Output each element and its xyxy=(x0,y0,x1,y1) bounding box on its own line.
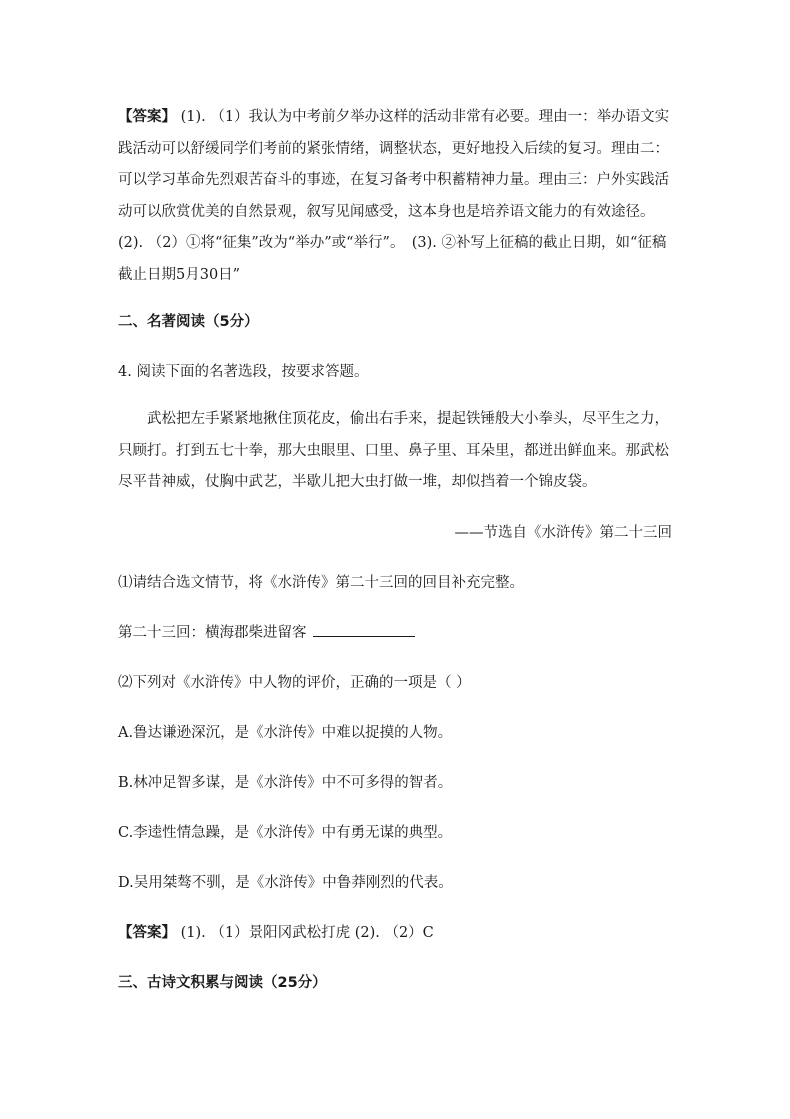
answer-text: (1). （1）景阳冈武松打虎 (2). （2）C xyxy=(176,925,434,941)
answer-block-2 xyxy=(118,921,672,942)
answer-label: 【答案】 xyxy=(118,924,176,941)
sub-question-1: ⑴请结合选文情节，将《水浒传》第二十三回的回目补充完整。 xyxy=(118,575,524,591)
answer-text: (1). （1）我认为中考前夕举办这样的活动非常有必要。理由一：举办语文实践活动可以舒缓同学们考前的紧张情绪，调整状态，更好地投入后续的复习。理由二：可以学习革命先烈艰苦奋斗的事迹，在复习备考中积蓄精神力量。理由三：户外实践活动可以欣赏优美的自然景观，叙写见闻感受，这本身也是培养语文能力的有效途径。 (2). （2）①将“征集”改为“举办”或“举行”。 (3). ②补写上征稿的截止日期，如“征稿截止日期5月30日” xyxy=(118,109,677,283)
passage-text: 武松把左手紧紧地揪住顶花皮，偷出右手来，提起铁锤般大小拳头，尽平生之力，只顾打。打到五七十拳，那大虫眼里、口里、鼻子里、耳朵里，都迸出鲜血来。那武松尽平昔神威，仗胸中武艺，半歇儿把大虫打做一堆，却似挡着一个锦皮袋。 xyxy=(118,411,669,490)
passage-source: ——节选自《水浒传》第二十三回 xyxy=(454,525,672,541)
option-b: B.林冲足智多谋，是《水浒传》中不可多得的智者。 xyxy=(118,775,453,791)
fill-prefix: 第二十三回：横海郡柴进留客 xyxy=(118,625,307,641)
section-heading-2: 二、名著阅读（5分） xyxy=(118,314,259,330)
question-4-prompt: 4. 阅读下面的名著选段，按要求答题。 xyxy=(118,364,369,380)
answer-blank[interactable] xyxy=(313,624,415,637)
sub-question-1-fill xyxy=(118,621,672,642)
option-c: C.李逵性情急躁，是《水浒传》中有勇无谋的典型。 xyxy=(118,825,453,841)
answer-block-1 xyxy=(118,101,677,291)
sub-question-2: ⑵下列对《水浒传》中人物的评价，正确的一项是（ ） xyxy=(118,675,471,691)
option-d: D.吴用桀骜不驯，是《水浒传》中鲁莽刚烈的代表。 xyxy=(118,875,453,891)
option-a: A.鲁达谦逊深沉，是《水浒传》中难以捉摸的人物。 xyxy=(118,725,453,741)
section-heading-3: 三、古诗文积累与阅读（25分） xyxy=(118,975,327,991)
answer-label: 【答案】 xyxy=(118,108,176,125)
